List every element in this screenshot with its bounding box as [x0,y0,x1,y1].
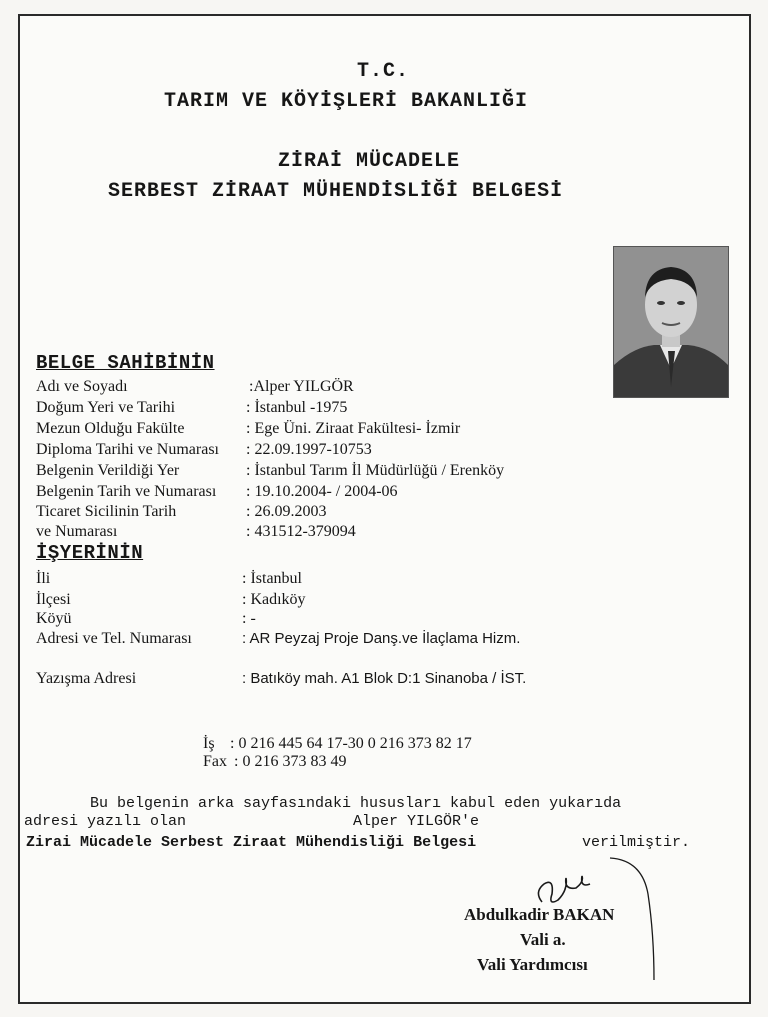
holder-value-issued-place: : İstanbul Tarım İl Müdürlüğü / Erenköy [246,462,505,479]
portrait-icon [614,247,728,397]
holder-section-title: BELGE SAHİBİNİN [36,352,215,374]
workplace-label-address: Adresi ve Tel. Numarası [36,630,192,647]
signatory-role-2: Vali Yardımcısı [477,955,588,974]
body-line-3a: Zirai Mücadele Serbest Ziraat Mühendisliği Belgesi [26,834,477,851]
workplace-label-district: İlçesi [36,591,71,608]
holder-label-faculty: Mezun Olduğu Fakülte [36,420,185,437]
holder-value-trade-date: : 26.09.2003 [246,503,327,520]
workplace-value-district: : Kadıköy [242,591,306,608]
body-line-3b: verilmiştir. [582,834,691,851]
holder-label-name: Adı ve Soyadı [36,378,128,395]
workplace-section-title: İŞYERİNİN [36,542,144,564]
certificate-page [18,14,751,1004]
certificate-title-2: SERBEST ZİRAAT MÜHENDİSLİĞİ BELGESİ [108,180,564,203]
header-tc: T.C. [357,60,410,83]
body-line-1: Bu belgenin arka sayfasındaki hususları kabul eden yukarıda [90,795,622,812]
holder-photo [613,246,729,398]
header-ministry: TARIM VE KÖYİŞLERİ BAKANLIĞI [164,90,529,113]
workplace-value-village: : - [242,610,256,627]
body-line-2b: Alper YILGÖR'e [353,813,480,830]
phone-label: İş [203,735,215,752]
workplace-value-address: : AR Peyzaj Proje Danş.ve İlaçlama Hizm. [242,630,521,647]
holder-label-diploma: Diploma Tarihi ve Numarası [36,441,219,458]
body-line-2a: adresi yazılı olan [24,813,187,830]
workplace-label-mailing: Yazışma Adresi [36,670,137,687]
signatory-role-1: Vali a. [520,930,566,949]
holder-value-trade-number: : 431512-379094 [246,523,356,540]
certificate-title-1: ZİRAİ MÜCADELE [278,150,461,173]
holder-value-cert-number: : 19.10.2004- / 2004-06 [246,483,398,500]
workplace-label-province: İli [36,570,51,587]
holder-value-faculty: : Ege Üni. Ziraat Fakültesi- İzmir [246,420,461,437]
phone-value: : 0 216 445 64 17-30 0 216 373 82 17 [230,735,472,752]
workplace-value-mailing: : Batıköy mah. A1 Blok D:1 Sinanoba / İST. [242,670,527,687]
fax-value: : 0 216 373 83 49 [234,753,347,770]
holder-label-issued-place: Belgenin Verildiği Yer [36,462,180,479]
fax-label: Fax [203,753,227,770]
holder-value-diploma: : 22.09.1997-10753 [246,441,372,458]
holder-value-name: :Alper YILGÖR [249,378,354,395]
workplace-label-village: Köyü [36,610,72,627]
holder-value-birth: : İstanbul -1975 [246,399,348,416]
holder-label-trade-date: Ticaret Sicilinin Tarih [36,503,177,520]
holder-label-trade-number: ve Numarası [36,523,118,540]
workplace-value-province: : İstanbul [242,570,302,587]
holder-label-cert-number: Belgenin Tarih ve Numarası [36,483,217,500]
holder-label-birth: Doğum Yeri ve Tarihi [36,399,176,416]
signatory-name: Abdulkadir BAKAN [464,905,615,924]
